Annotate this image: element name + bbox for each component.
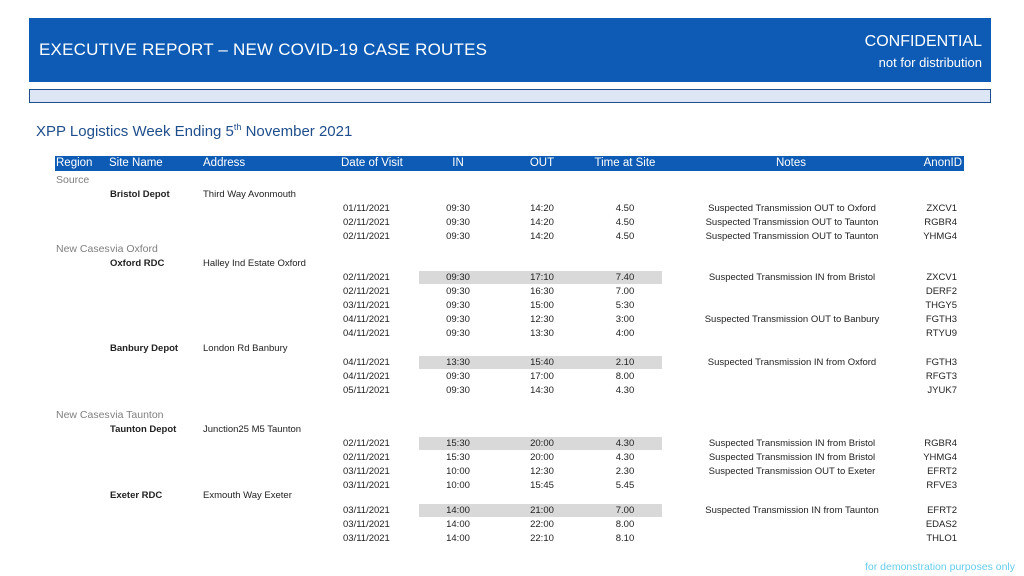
visit-time: 4.30: [615, 438, 635, 449]
col-in: IN: [452, 157, 464, 169]
site-address: Junction25 M5 Taunton: [203, 424, 302, 435]
subtitle-suffix: November 2021: [241, 123, 353, 140]
visit-id: EDAS2: [925, 519, 957, 530]
visit-date: 02/11/2021: [343, 438, 390, 449]
visit-out: 17:00: [530, 371, 554, 382]
visit-in: 14:00: [446, 519, 470, 530]
site-address: Exmouth Way Exeter: [203, 490, 292, 501]
visit-id: EFRT2: [927, 466, 957, 477]
visit-time: 8.00: [615, 519, 635, 530]
visit-date: 03/11/2021: [343, 533, 390, 544]
distribution-label: not for distribution: [878, 55, 982, 70]
visit-time: 4.50: [615, 231, 635, 242]
visit-time: 4.30: [615, 452, 635, 463]
visit-id: DERF2: [925, 286, 957, 297]
visit-time: 8.00: [615, 371, 635, 382]
col-site-name: Site Name: [109, 157, 163, 169]
visit-id: FGTH3: [925, 314, 957, 325]
visit-id: EFRT2: [927, 505, 957, 516]
visit-date: 04/11/2021: [343, 357, 390, 368]
visit-date: 05/11/2021: [343, 385, 390, 396]
col-notes: Notes: [775, 157, 807, 169]
visit-id: RFVE3: [926, 480, 957, 491]
site-name: Oxford RDC: [110, 258, 165, 269]
visit-date: 01/11/2021: [343, 203, 390, 214]
visit-time: 5:30: [615, 300, 635, 311]
col-date-of-visit: Date of Visit: [341, 157, 403, 169]
visit-time: 7.40: [615, 272, 635, 283]
visit-in: 10:00: [446, 466, 470, 477]
visit-out: 14:20: [530, 217, 554, 228]
visit-date: 04/11/2021: [343, 328, 390, 339]
visit-in: 09:30: [446, 385, 470, 396]
col-time-at-site: Time at Site: [594, 157, 656, 169]
visit-time: 5.45: [615, 480, 635, 491]
visit-time: 7.00: [615, 286, 635, 297]
group-via-taunton: via Taunton: [110, 409, 164, 421]
visit-out: 15:00: [530, 300, 554, 311]
visit-in: 09:30: [446, 286, 470, 297]
visit-out: 14:20: [530, 231, 554, 242]
visit-date: 03/11/2021: [343, 466, 390, 477]
visit-notes: Suspected Transmission OUT to Taunton: [705, 231, 879, 242]
report-subtitle: [36, 122, 352, 140]
visit-in: 09:30: [446, 272, 470, 283]
visit-in: 14:00: [446, 505, 470, 516]
visit-date: 03/11/2021: [343, 505, 390, 516]
visit-out: 14:30: [530, 385, 554, 396]
visit-id: THLO1: [926, 533, 957, 544]
site-address: Halley Ind Estate Oxford: [203, 258, 306, 269]
site-address: Third Way Avonmouth: [203, 189, 296, 200]
site-address: London Rd Banbury: [203, 343, 288, 354]
report-title: EXECUTIVE REPORT – NEW COVID-19 CASE ROUTES: [39, 40, 488, 59]
visit-id: THGY5: [925, 300, 957, 311]
visit-time: 2.10: [615, 357, 635, 368]
table-header: [55, 156, 964, 171]
visit-date: 04/11/2021: [343, 314, 390, 325]
visit-date: 03/11/2021: [343, 519, 390, 530]
site-name: Banbury Depot: [110, 343, 179, 354]
col-out: OUT: [529, 157, 555, 169]
visit-notes: Suspected Transmission IN from Bristol: [708, 438, 876, 449]
visit-date: 04/11/2021: [343, 371, 390, 382]
visit-time: 2.30: [615, 466, 635, 477]
group-new-cases-oxford: New Cases: [56, 243, 110, 255]
visit-id: YHMG4: [923, 452, 957, 463]
visit-date: 02/11/2021: [343, 231, 390, 242]
group-new-cases-taunton: New Cases: [56, 409, 110, 421]
visit-date: 03/11/2021: [343, 300, 390, 311]
visit-notes: Suspected Transmission OUT to Exeter: [708, 466, 876, 477]
visit-notes: Suspected Transmission OUT to Taunton: [705, 217, 879, 228]
confidential-label: CONFIDENTIAL: [864, 33, 982, 50]
visit-out: 13:30: [530, 328, 554, 339]
visit-in: 09:30: [446, 231, 470, 242]
visit-id: ZXCV1: [926, 203, 957, 214]
group-via-oxford: via Oxford: [110, 243, 158, 255]
visit-out: 15:40: [530, 357, 554, 368]
visit-out: 22:10: [530, 533, 554, 544]
site-name: Exeter RDC: [110, 490, 163, 501]
visit-out: 21:00: [530, 505, 554, 516]
site-name: Bristol Depot: [110, 189, 170, 200]
visit-time: 3:00: [615, 314, 635, 325]
visit-out: 17:10: [530, 272, 554, 283]
visit-notes: Suspected Transmission IN from Bristol: [708, 272, 876, 283]
report-banner: [29, 18, 991, 82]
visit-notes: Suspected Transmission IN from Taunton: [705, 505, 879, 516]
visit-out: 12:30: [530, 314, 554, 325]
subtitle-prefix: XPP Logistics Week Ending 5: [36, 123, 234, 140]
visit-date: 02/11/2021: [343, 452, 390, 463]
visit-in: 09:30: [446, 300, 470, 311]
visit-id: RGBR4: [924, 438, 957, 449]
visit-id: FGTH3: [925, 357, 957, 368]
site-name: Taunton Depot: [110, 424, 177, 435]
visit-out: 12:30: [530, 466, 554, 477]
visit-out: 15:45: [530, 480, 554, 491]
visit-notes: Suspected Transmission OUT to Oxford: [708, 203, 876, 214]
visit-date: 03/11/2021: [343, 480, 390, 491]
visit-time: 4.50: [615, 217, 635, 228]
visit-id: ZXCV1: [926, 272, 957, 283]
visit-time: 4.30: [615, 385, 635, 396]
visit-time: 4.50: [615, 203, 635, 214]
visit-in: 09:30: [446, 314, 470, 325]
visit-date: 02/11/2021: [343, 286, 390, 297]
visit-date: 02/11/2021: [343, 217, 390, 228]
visit-in: 09:30: [446, 328, 470, 339]
visit-out: 16:30: [530, 286, 554, 297]
visit-time: 8.10: [615, 533, 635, 544]
visit-notes: Suspected Transmission IN from Oxford: [707, 357, 877, 368]
visit-out: 22:00: [530, 519, 554, 530]
visit-out: 14:20: [530, 203, 554, 214]
visit-date: 02/11/2021: [343, 272, 390, 283]
col-anonid: AnonID: [923, 157, 962, 169]
visit-id: JYUK7: [927, 385, 957, 396]
visit-id: YHMG4: [923, 231, 957, 242]
visit-in: 13:30: [446, 357, 470, 368]
group-source: Source: [56, 174, 90, 186]
visit-in: 15:30: [446, 452, 470, 463]
subtitle-sup: th: [233, 122, 242, 132]
visit-notes: Suspected Transmission IN from Bristol: [708, 452, 876, 463]
visit-in: 10:00: [446, 480, 470, 491]
col-address: Address: [203, 157, 246, 169]
divider-bar: [29, 89, 991, 103]
visit-id: RFGT3: [925, 371, 957, 382]
visit-out: 20:00: [530, 438, 554, 449]
visit-id: RGBR4: [924, 217, 957, 228]
visit-time: 4:00: [615, 328, 635, 339]
visit-in: 15:30: [446, 438, 470, 449]
visit-notes: Suspected Transmission OUT to Banbury: [704, 314, 880, 325]
visit-in: 09:30: [446, 203, 470, 214]
visit-out: 20:00: [530, 452, 554, 463]
visit-in: 09:30: [446, 371, 470, 382]
visit-in: 09:30: [446, 217, 470, 228]
footer-note: for demonstration purposes only: [865, 561, 1015, 573]
visit-in: 14:00: [446, 533, 470, 544]
visit-time: 7.00: [615, 505, 635, 516]
col-region: Region: [56, 157, 93, 169]
visit-id: RTYU9: [926, 328, 957, 339]
